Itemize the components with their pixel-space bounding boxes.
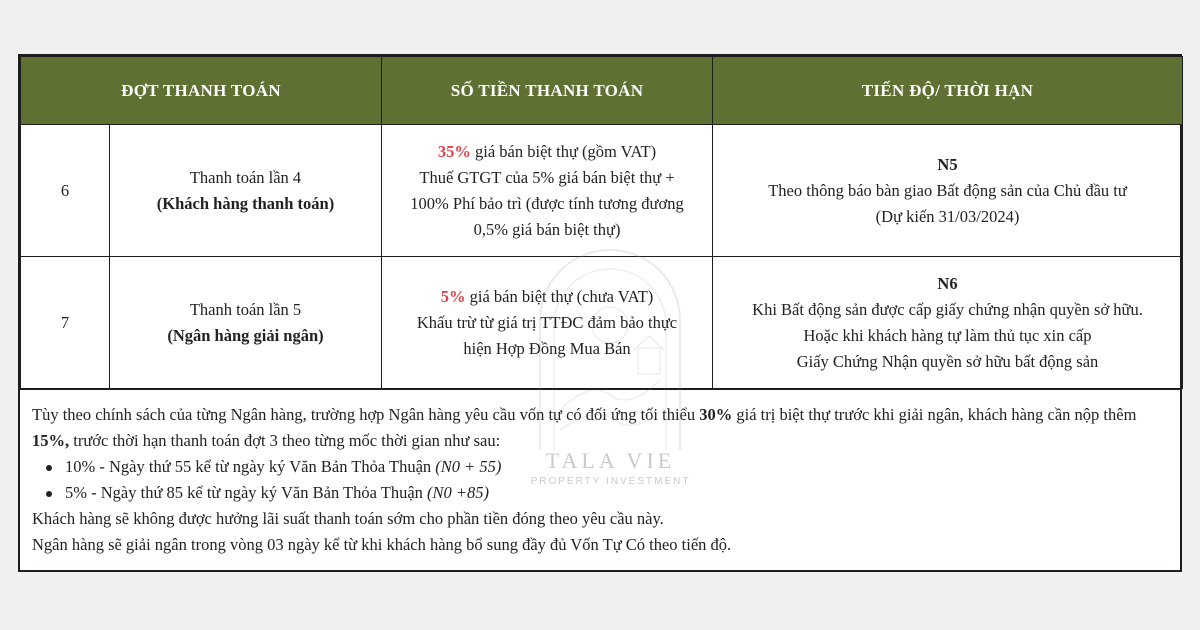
watermark-tagline: PROPERTY INVESTMENT <box>530 476 691 487</box>
timeline-cell <box>713 125 1183 257</box>
note-bold: 15%, <box>32 431 70 450</box>
list-item <box>65 480 1166 506</box>
table-header-row <box>21 57 1183 125</box>
schedule-list <box>32 454 1166 506</box>
header-installment: ĐỢT THANH TOÁN <box>21 57 382 125</box>
amount-cell <box>382 125 713 257</box>
percent-highlight: 35% <box>437 141 471 161</box>
note-bold: 30% <box>699 405 733 424</box>
installment-cell <box>110 125 382 257</box>
amount-desc: giá bán biệt thự (chưa VAT) <box>465 286 654 306</box>
amount-desc: giá bán biệt thự (gồm VAT) <box>470 141 657 161</box>
note-text: Tùy theo chính sách của từng Ngân hàng, trường hợp Ngân hàng yêu cầu vốn tự có đối ứng tối thiểu <box>32 405 700 424</box>
row-number: 6 <box>21 125 110 257</box>
amount-line: hiện Hợp Đồng Mua Bán <box>463 338 631 358</box>
timeline-cell <box>713 257 1183 389</box>
table-row <box>21 257 1183 389</box>
amount-line: Thuế GTGT của 5% giá bán biệt thự + <box>419 167 675 187</box>
amount-line: 0,5% giá bán biệt thự) <box>473 219 621 239</box>
payment-schedule-table <box>18 54 1182 572</box>
payer-label: (Khách hàng thanh toán) <box>156 193 335 213</box>
row-number: 7 <box>21 257 110 389</box>
bullet-icon <box>46 465 52 471</box>
timeline-line: Hoặc khi khách hàng tự làm thủ tục xin cấp <box>803 325 1092 345</box>
timeline-line: Khi Bất động sản được cấp giấy chứng nhận quyền sở hữu. <box>752 299 1143 319</box>
table-row <box>21 125 1183 257</box>
amount-line: 100% Phí bảo trì (được tính tương đương <box>410 193 684 213</box>
milestone-label: N5 <box>937 154 958 174</box>
amount-line: Khấu trừ từ giá trị TTĐC đảm bảo thực <box>416 312 678 332</box>
bullet-code: (N0 +85) <box>427 483 490 502</box>
amount-first-line <box>390 284 704 310</box>
note-paragraph <box>32 402 1166 454</box>
payer-label: (Ngân hàng giải ngân) <box>167 325 324 345</box>
amount-cell <box>382 257 713 389</box>
timeline-line: Giấy Chứng Nhận quyền sở hữu bất động sản <box>796 351 1099 371</box>
payment-table <box>20 56 1183 389</box>
note-text: giá trị biệt thự trước khi giải ngân, khách hàng cần nộp thêm <box>732 405 1137 424</box>
watermark-brand: TALA VIE <box>545 448 676 473</box>
bullet-text: 5% - Ngày thứ 85 kể từ ngày ký Văn Bản Thỏa Thuận <box>65 483 428 502</box>
installment-label: Thanh toán lần 5 <box>189 299 302 319</box>
note-text: trước thời hạn thanh toán đợt 3 theo từng mốc thời gian như sau: <box>69 431 501 450</box>
percent-highlight: 5% <box>440 286 466 306</box>
timeline-line: Theo thông báo bàn giao Bất động sản của Chủ đầu tư <box>768 180 1127 200</box>
policy-note <box>20 389 1180 570</box>
installment-label: Thanh toán lần 4 <box>189 167 302 187</box>
milestone-label: N6 <box>937 273 958 293</box>
note-paragraph: Khách hàng sẽ không được hưởng lãi suất thanh toán sớm cho phần tiền đóng theo yêu cầu này. <box>32 509 664 528</box>
bullet-code: (N0 + 55) <box>435 457 502 476</box>
timeline-line: (Dự kiến 31/03/2024) <box>875 206 1020 226</box>
installment-cell <box>110 257 382 389</box>
amount-first-line <box>390 139 704 165</box>
bullet-text: 10% - Ngày thứ 55 kể từ ngày ký Văn Bản Thỏa Thuận <box>65 457 436 476</box>
list-item <box>65 454 1166 480</box>
bullet-icon <box>46 491 52 497</box>
header-amount: SỐ TIỀN THANH TOÁN <box>382 57 713 125</box>
header-timeline: TIẾN ĐỘ/ THỜI HẠN <box>713 57 1183 125</box>
note-paragraph: Ngân hàng sẽ giải ngân trong vòng 03 ngày kể từ khi khách hàng bổ sung đầy đủ Vốn Tự Có theo tiến độ. <box>32 535 732 554</box>
